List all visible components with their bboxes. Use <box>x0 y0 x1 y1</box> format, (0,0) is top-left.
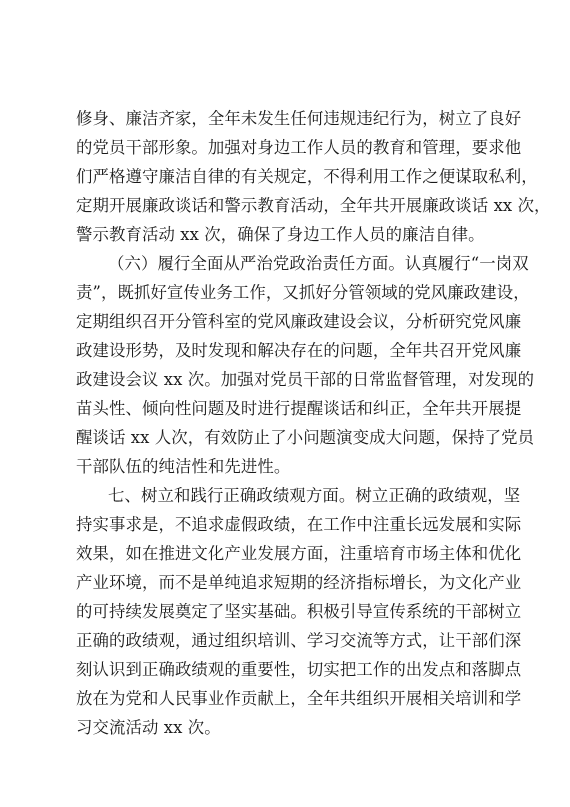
paragraph-line: 放在为党和人民事业作贡献上，全年共组织开展相关培训和学 <box>76 689 522 708</box>
paragraph-line: 醒谈话 xx 人次，有效防止了小问题演变成大问题，保持了党员 <box>76 428 535 447</box>
paragraph-line: 持实事求是，不追求虚假政绩，在工作中注重长远发展和实际 <box>76 515 522 534</box>
paragraph-line: 的可持续发展奠定了坚实基础。积极引导宣传系统的干部树立 <box>76 602 522 621</box>
paragraph-line: 产业环境，而不是单纯追求短期的经济指标增长，为文化产业 <box>76 573 522 592</box>
section-heading-line: （六）履行全面从严治党政治责任方面。认真履行“一岗双 <box>108 254 529 273</box>
paragraph-line: 警示教育活动 xx 次，确保了身边工作人员的廉洁自律。 <box>76 225 485 244</box>
paragraph-line: 效果，如在推进文化产业发展方面，注重培育市场主体和优化 <box>76 544 522 563</box>
paragraph-line: 政建设会议 xx 次。加强对党员干部的日常监督管理，对发现的 <box>76 370 535 389</box>
paragraph-line: 的党员干部形象。加强对身边工作人员的教育和管理，要求他 <box>76 138 522 157</box>
paragraph-line: 苗头性、倾向性问题及时进行提醒谈话和纠正，全年共开展提 <box>76 399 522 418</box>
paragraph-line: 们严格遵守廉洁自律的有关规定，不得利用工作之便谋取私利， <box>76 167 538 186</box>
paragraph-line: 习交流活动 xx 次。 <box>76 718 221 737</box>
paragraph-line: 政建设形势，及时发现和解决存在的问题，全年共召开党风廉 <box>76 341 522 360</box>
paragraph-line: 责”，既抓好宣传业务工作，又抓好分管领域的党风廉政建设， <box>76 283 530 302</box>
paragraph-line: 定期组织召开分管科室的党风廉政建设会议，分析研究党风廉 <box>76 312 522 331</box>
paragraph-line: 干部队伍的纯洁性和先进性。 <box>76 457 291 476</box>
paragraph-line: 正确的政绩观，通过组织培训、学习交流等方式，让干部们深 <box>76 631 522 650</box>
paragraph-line: 修身、廉洁齐家，全年未发生任何违规违纪行为，树立了良好 <box>76 109 522 128</box>
section-heading-line: 七、树立和践行正确政绩观方面。树立正确的政绩观，坚 <box>108 486 521 505</box>
paragraph-line: 刻认识到正确政绩观的重要性，切实把工作的出发点和落脚点 <box>76 660 522 679</box>
paragraph-line: 定期开展廉政谈话和警示教育活动，全年共开展廉政谈话 xx 次， <box>76 196 551 215</box>
